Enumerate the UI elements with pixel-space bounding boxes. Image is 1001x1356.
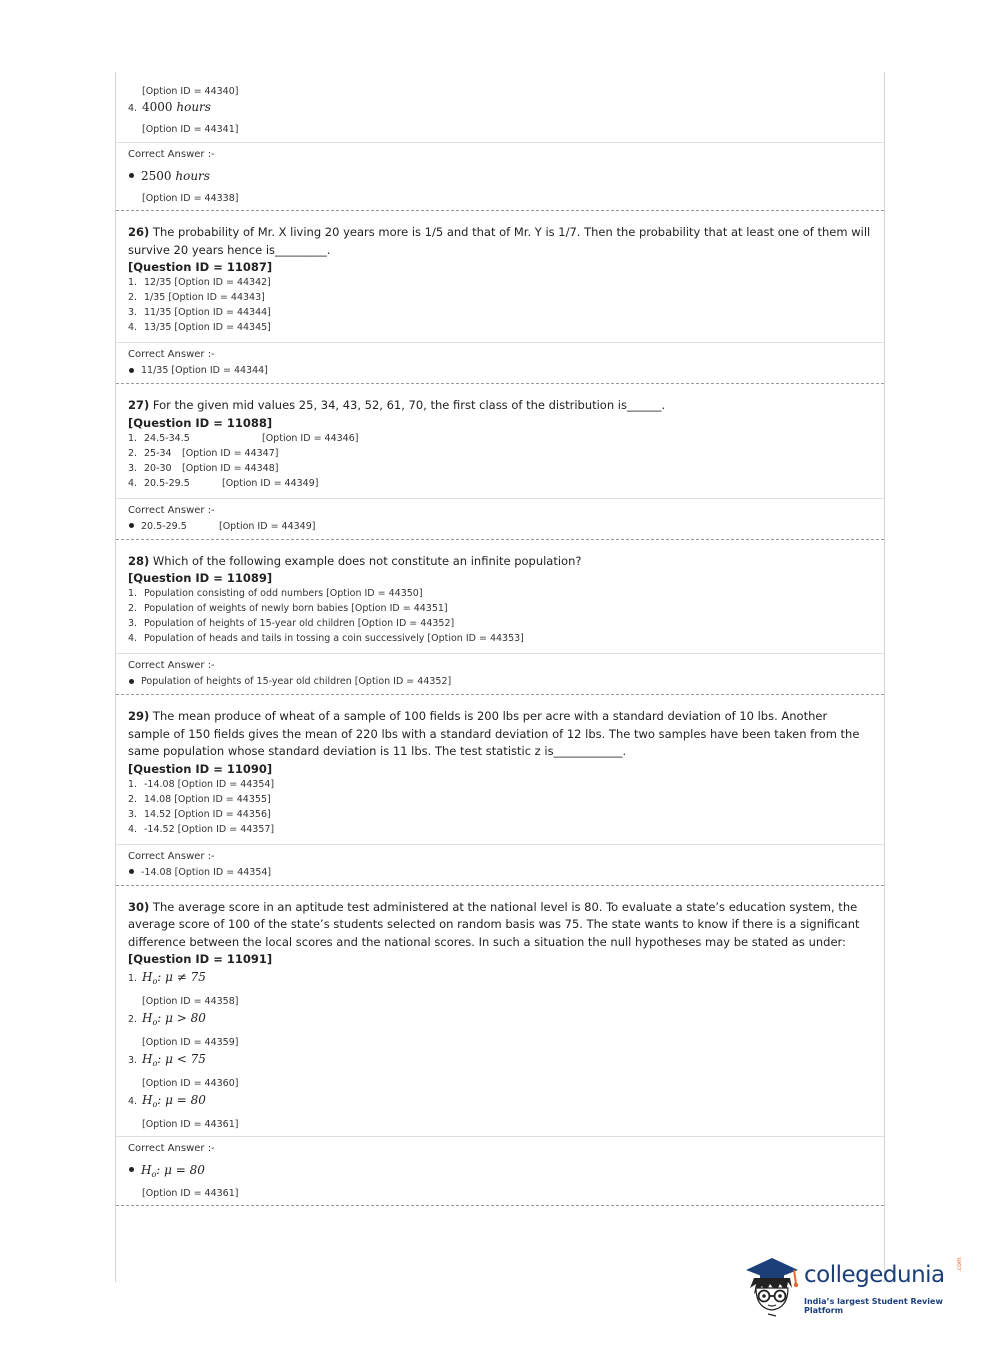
question-26 — [116, 211, 884, 342]
option-row: 3. 11/35 [Option ID = 44344] — [128, 307, 271, 318]
option-row: 4. 13/35 [Option ID = 44345] — [128, 322, 271, 333]
question-30 — [116, 886, 884, 1137]
answer-row: Population of heights of 15-year old children [Option ID = 44352] — [128, 676, 872, 694]
option-row: 3. $H_o$: μ < 75 — [128, 1052, 206, 1068]
correct-answer-label: Correct Answer :- — [128, 1143, 215, 1154]
question-paper-page — [115, 72, 885, 1282]
bullet-icon — [129, 173, 134, 178]
question-number: 26) — [128, 225, 150, 239]
question-27 — [116, 384, 884, 498]
bullet-icon — [129, 523, 134, 528]
option-row: 4. -14.52 [Option ID = 44357] — [128, 823, 275, 835]
correct-answer-label: Correct Answer :- — [128, 349, 215, 360]
bullet-icon — [129, 1167, 134, 1172]
option-id: [Option ID = 44358] — [142, 996, 239, 1007]
q30-answer — [116, 1137, 884, 1205]
correct-answer-label: Correct Answer :- — [128, 149, 215, 160]
answer-row: $H_o$: μ = 80 — [128, 1159, 872, 1179]
q25-answer — [116, 143, 884, 210]
question-id: [Question ID = 11088] — [128, 415, 273, 430]
option-value: 4000 — [142, 100, 173, 114]
bullet-icon — [129, 679, 134, 684]
question-text: 27) For the given mid values 25, 34, 43, 52, 61, 70, the first class of the distribution is______. — [128, 398, 666, 412]
question-id: [Question ID = 11090] — [128, 761, 273, 776]
question-id: [Question ID = 11087] — [128, 260, 273, 274]
q25-tail — [116, 72, 884, 142]
q29-answer — [116, 845, 884, 885]
option-number: 4. — [128, 103, 138, 114]
q26-answer — [116, 343, 884, 383]
option-id: [Option ID = 44340] — [142, 86, 239, 97]
option-row: 2. Population of weights of newly born babies [Option ID = 44351] — [128, 603, 448, 614]
bullet-icon — [129, 869, 134, 874]
q27-answer — [116, 499, 884, 539]
option-row: 4. Population of heads and tails in tossing a coin successively [Option ID = 44353] — [128, 633, 524, 644]
option-row: 2. $H_o$: μ > 80 — [128, 1011, 206, 1027]
option-row: 1. 24.5-34.5 [Option ID = 44346] — [128, 432, 359, 444]
question-id: [Question ID = 11091] — [128, 952, 273, 966]
answer-option-id: [Option ID = 44338] — [142, 193, 239, 204]
question-29 — [116, 695, 884, 844]
collegedunia-logo — [742, 1248, 972, 1318]
answer-row: -14.08 [Option ID = 44354] — [128, 867, 872, 885]
answer-row: 20.5-29.5 [Option ID = 44349] — [128, 521, 872, 539]
option-row: 3. Population of heights of 15-year old children [Option ID = 44352] — [128, 618, 455, 629]
brand-name: collegedunia — [804, 1262, 945, 1288]
option-row: 4. 20.5-29.5 [Option ID = 44349] — [128, 477, 319, 489]
option-row: 1. 12/35 [Option ID = 44342] — [128, 277, 271, 288]
question-text: 28) Which of the following example does not constitute an infinite population? — [128, 553, 582, 568]
option-row: 2. 14.08 [Option ID = 44355] — [128, 793, 271, 805]
q28-answer — [116, 654, 884, 694]
option-row: 2. 25-34 [Option ID = 44347] — [128, 447, 279, 459]
option-row: 2. 1/35 [Option ID = 44343] — [128, 292, 265, 303]
answer-unit: hours — [175, 169, 210, 183]
answer-option-id: [Option ID = 44361] — [142, 1188, 239, 1199]
correct-answer-label: Correct Answer :- — [128, 850, 215, 862]
bullet-icon — [129, 368, 134, 373]
question-text: 30) The average score in an aptitude test administered at the national level is 80. To evaluate a state’s education system, the average score of 100 of the state’s students selected on random basis was 75. The state wants to know if there is a significant difference between the local scores and the national scores. In such a situation the null hypotheses may be stated as under: — [128, 899, 860, 949]
option-row: 1. Population consisting of odd numbers [Option ID = 44350] — [128, 588, 423, 599]
option-id: [Option ID = 44361] — [142, 1119, 239, 1130]
answer-row — [128, 165, 872, 184]
correct-answer-label: Correct Answer :- — [128, 504, 215, 516]
answer-row: 11/35 [Option ID = 44344] — [128, 365, 872, 383]
answer-value: 2500 — [141, 169, 172, 183]
option-row: 1. $H_o$: μ ≠ 75 — [128, 970, 206, 986]
option-id: [Option ID = 44359] — [142, 1037, 239, 1048]
option-row: 1. -14.08 [Option ID = 44354] — [128, 778, 275, 790]
option-id: [Option ID = 44341] — [142, 124, 239, 135]
correct-answer-label: Correct Answer :- — [128, 660, 215, 671]
option-row — [128, 100, 872, 114]
option-row: 3. 20-30 [Option ID = 44348] — [128, 462, 279, 474]
brand-dotcom: .com — [956, 1257, 963, 1272]
option-row: 4. $H_o$: μ = 80 — [128, 1093, 206, 1109]
question-text: 26) The probability of Mr. X living 20 years more is 1/5 and that of Mr. Y is 1/7. Then the probability that at least one of them will survive 20 years hence is_________. — [128, 225, 871, 257]
brand-tagline: India’s largest Student Review Platform — [804, 1297, 943, 1315]
option-unit: hours — [176, 100, 211, 114]
question-28 — [116, 540, 884, 654]
mascot-icon — [742, 1248, 804, 1318]
question-text: 29) The mean produce of wheat of a sample of 100 fields is 200 lbs per acre with a standard deviation of 10 lbs. Another sample of 150 fields gives the mean of 220 lbs with a standard deviation of 12 lbs. The two samples have been taken from the same population whose standard deviation is 11 lbs. The test statistic z is____________. — [128, 709, 860, 758]
option-id: [Option ID = 44360] — [142, 1078, 239, 1089]
option-row: 3. 14.52 [Option ID = 44356] — [128, 808, 271, 820]
question-id: [Question ID = 11089] — [128, 571, 273, 585]
